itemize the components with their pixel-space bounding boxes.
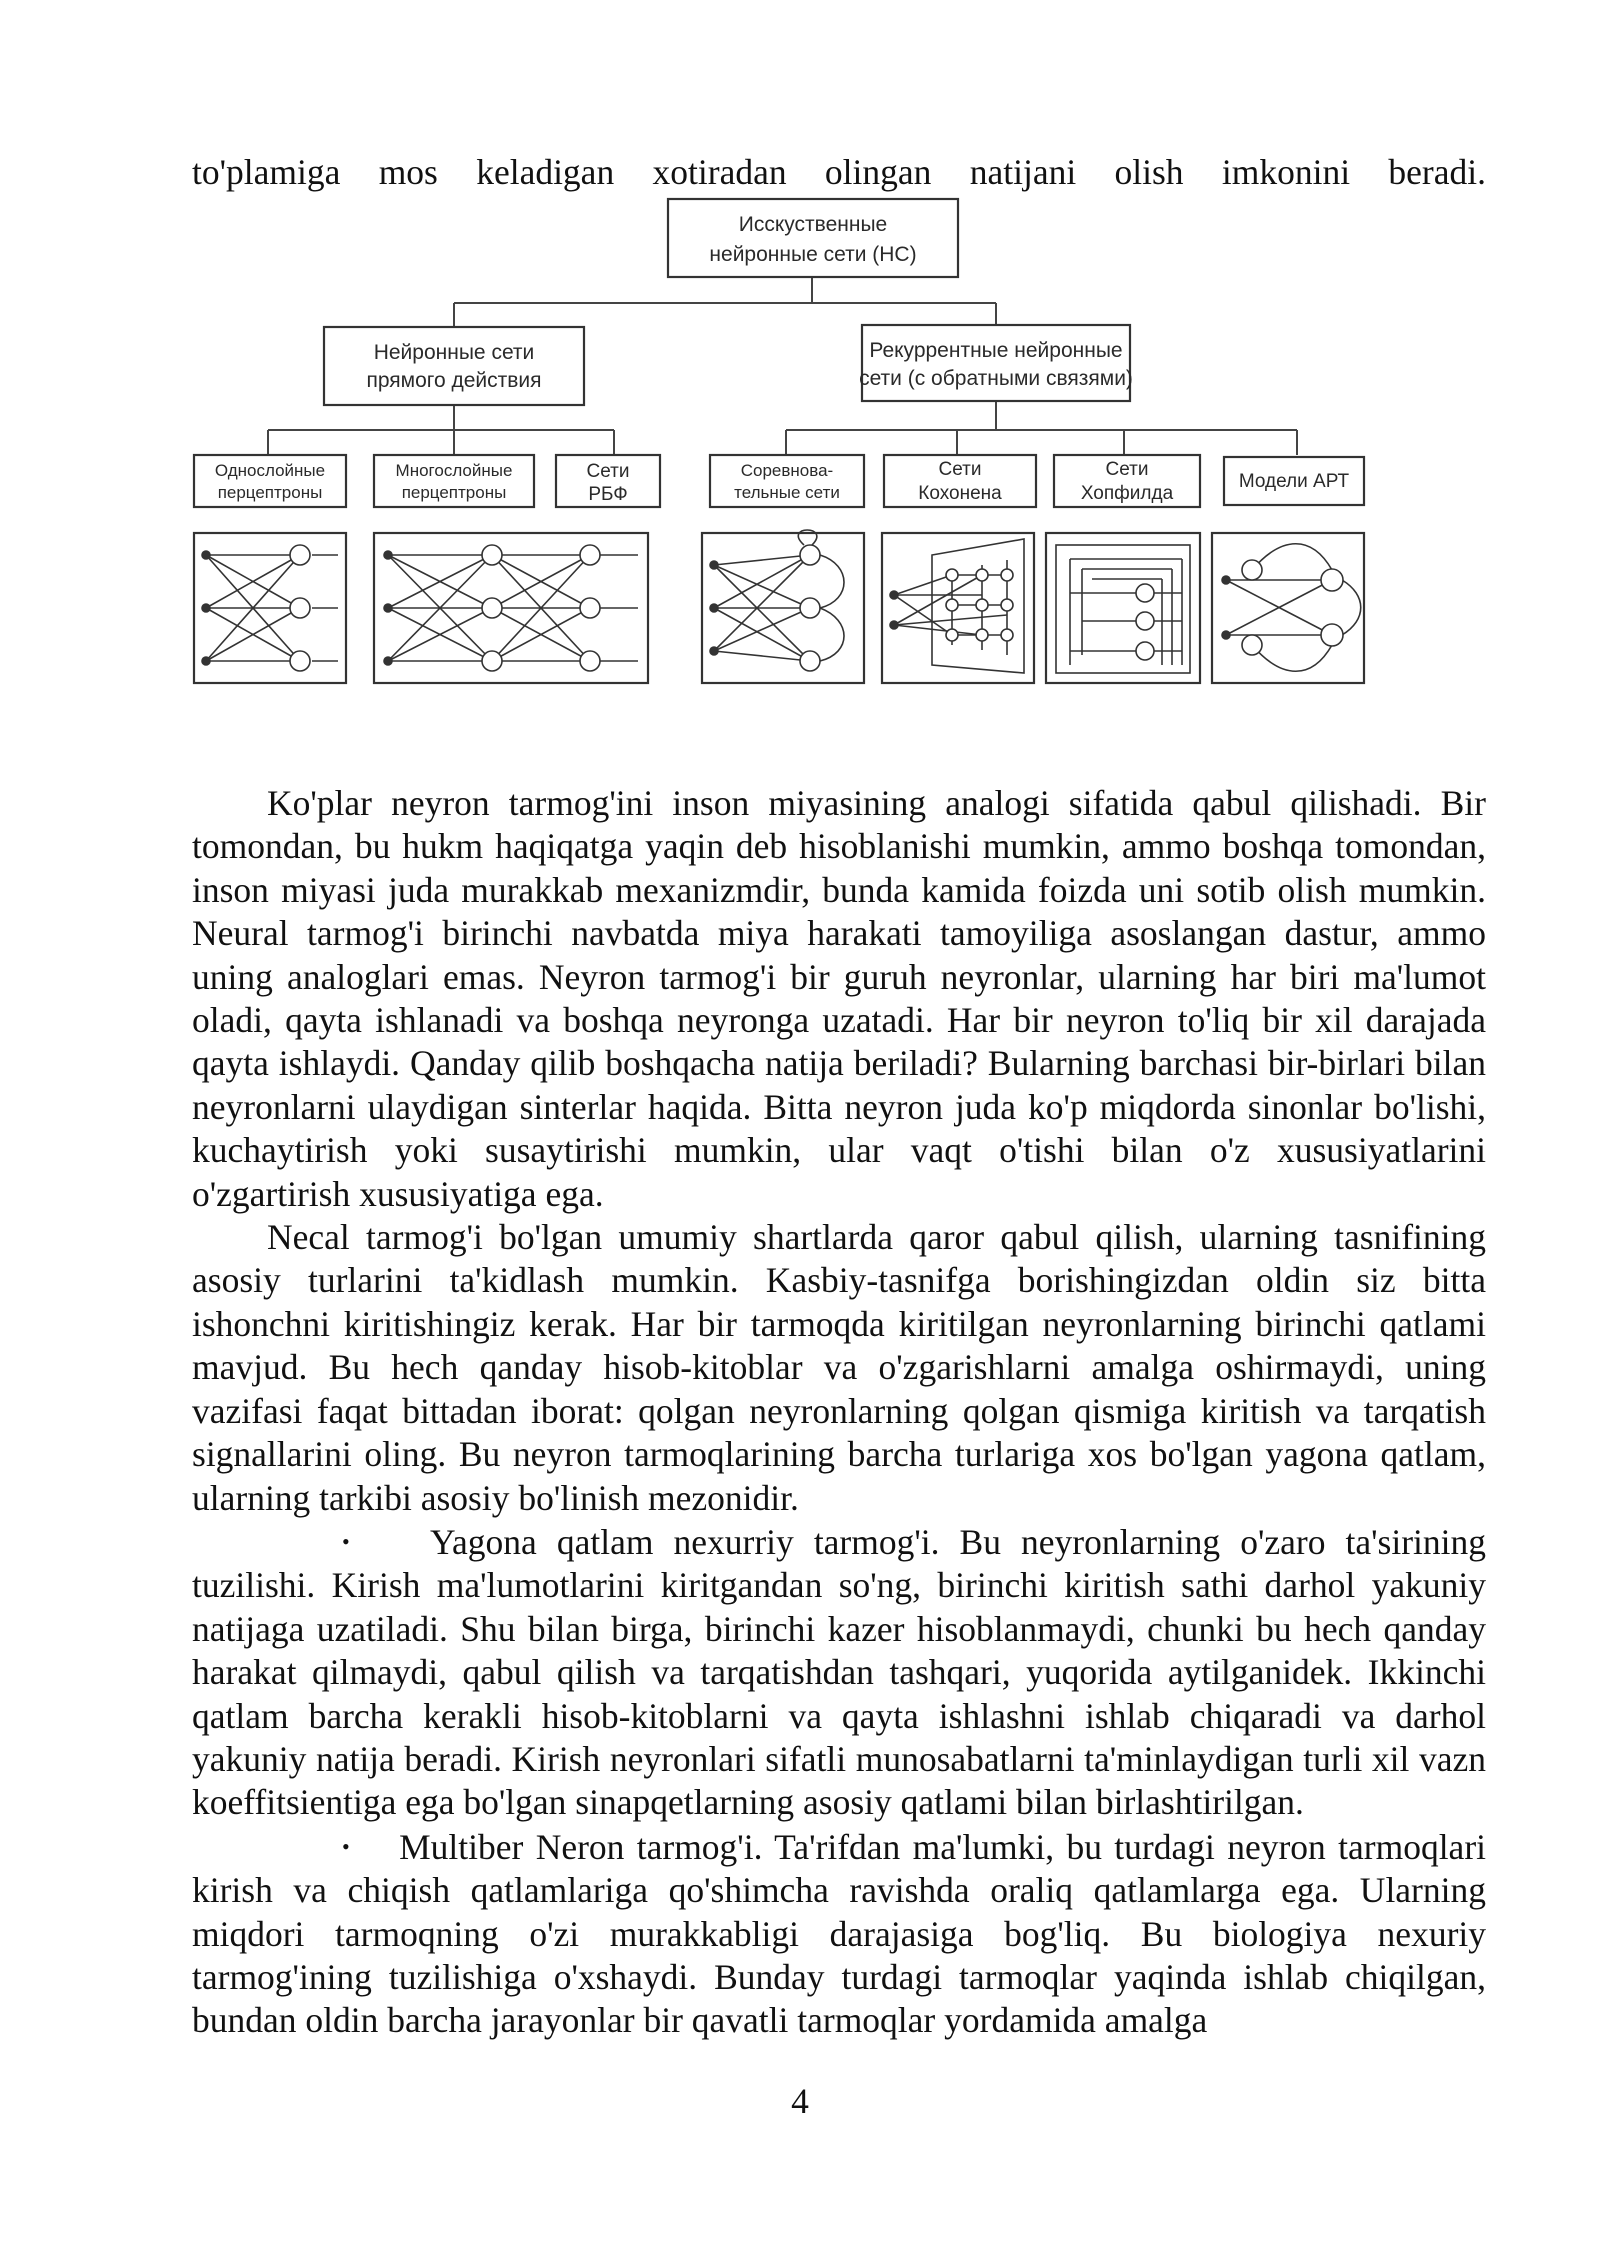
bullet-item-2 (192, 1825, 1486, 2043)
leaf-4-label-1: Соревнова- (740, 461, 834, 480)
leaf-6-label-1: Сети (1105, 459, 1149, 480)
leaf-1-label-2: перцептроны (217, 483, 323, 502)
body-text (192, 782, 1486, 2043)
branch-left-box (324, 327, 584, 405)
leaf-3-label-1: Сети (586, 461, 630, 482)
root-label-2: нейронные сети (НС) (709, 243, 917, 266)
leaf-6-label-2: Хопфилда (1080, 483, 1174, 504)
leaf-3-label-2: РБФ (588, 484, 628, 505)
bullet-item-1 (192, 1520, 1486, 1825)
bullet-icon: • (342, 1833, 350, 1859)
leaf-7-label-1: Модели АРТ (1238, 471, 1350, 492)
leaf-5-label-1: Сети (938, 459, 982, 480)
branch-left-label-2: прямого действия (366, 369, 542, 392)
illus-frame-6 (1212, 533, 1364, 683)
page-number: 4 (791, 2081, 809, 2121)
paragraph-1: Ko'plar neyron tarmog'ini inson miyasining analogi sifatida qabul qilishadi. Bir tomondan, bu hukm haqiqatga yaqin deb hisoblanishi mumkin, ammo boshqa tomondan, inson miyasi juda murakkab mexanizmdir, bunda kamida foizda uni sotib olish mumkin. Neural tarmog'i birinchi navbatda miya harakati tamoyiliga asoslangan dastur, ammo uning analoglari emas. Neyron tarmog'i bir guruh neyronlar, ularning har biri ma'lumot oladi, qayta ishlanadi va boshqa neyronga uzatadi. Har bir neyron to'liq bir xil darajada qayta ishlaydi. Qanday qilib boshqacha natija beriladi? Bularning barchasi bir-birlari bilan neyronlarni ulaydigan sinterlar haqida. Bitta neyron juda ko'p miqdorda sinonlar bo'lishi, kuchaytirish yoki susaytirishi mumkin, ular vaqt o'tishi bilan o'z xususiyatlarini o'zgartirish xususiyatiga ega. (192, 783, 1486, 1214)
leaf-2-label-1: Многослойные (395, 461, 513, 480)
diagram-svg (192, 195, 1388, 695)
branch-left-label-1: Нейронные сети (373, 341, 535, 364)
leaf-1-label-1: Однослойные (214, 461, 326, 480)
leaf-2-label-2: перцептроны (401, 483, 507, 502)
bullet-item-2-text: Multiber Neron tarmog'i. Ta'rifdan ma'lumki, bu turdagi neyron tarmoqlari kirish va chiqish qatlamlariga qo'shimcha ravishda oraliq qatlamlarga ega. Ularning miqdori tarmoqning o'zi murakkabligi darajasiga bog'liq. Bu biologiya nexuriy tarmog'ining tuzilishiga o'xshaydi. Bunday turdagi tarmoqlar yaqinda ishlab chiqilgan, bundan oldin barcha jarayonlar bir qavatli tarmoqlar yordamida amalga (192, 1826, 1487, 2041)
illus-frame-5 (1046, 533, 1200, 683)
branch-right-label-1: Рекуррентные нейронные (869, 339, 1123, 362)
bullet-icon: • (342, 1528, 350, 1554)
document-page (192, 150, 1486, 194)
bullet-item-1-text: Yagona qatlam nexurriy tarmog'i. Bu neyronlarning o'zaro ta'sirining tuzilishi. Kirish ma'lumotlarini kiritgandan so'ng, birinchi kiritish sathi darhol yakuniy natijaga uzatiladi. Shu bilan birga, birinchi kazer hisoblanmaydi, chunki bu hech qanday harakat qilmaydi, qabul qilish va tarqatishdan tashqari, yuqorida aytilganidek. Ikkinchi qatlam barcha kerakli hisob-kitoblarni va qayta ishlashni ishlab chiqaradi va darhol yakuniy natija beradi. Kirish neyronlari sifatli munosabatlarni ta'minlaydigan turli xil vazn koeffitsientiga ega bo'lgan sinapqetlarning asosiy qatlami bilan birlashtirilgan. (192, 1521, 1487, 1823)
nn-taxonomy-diagram (192, 195, 1388, 695)
paragraph-2: Necal tarmog'i bo'lgan umumiy shartlarda qaror qabul qilish, ularning tasnifining asosiy turlarini ta'kidlash mumkin. Kasbiy-tasnifga borishingizdan oldin siz bitta ishonchni kiritishingiz kerak. Har bir tarmoqda kiritilgan neyronlarning birinchi qatlami mavjud. Bu hech qanday hisob-kitoblar va o'zgarishlarni amalga oshirmaydi, uning vazifasi faqat bittadan iborat: qolgan neyronlarning qolgan qismiga kiritish va tarqatish signallarini oling. Bu neyron tarmoqlarining barcha turlariga xos bo'lgan yagona qatlam, ularning tarkibi asosiy bo'linish mezonidir. (192, 1217, 1486, 1518)
leaf-5-label-2: Кохонена (918, 483, 1002, 504)
top-line: to'plamiga mos keladigan xotiradan olingan natijani olish imkonini beradi. (192, 152, 1486, 192)
leaf-4-label-2: тельные сети (734, 483, 840, 502)
root-label-1: Исскуственные (738, 213, 888, 236)
branch-right-label-2: сети (с обратными связями) (859, 367, 1133, 390)
